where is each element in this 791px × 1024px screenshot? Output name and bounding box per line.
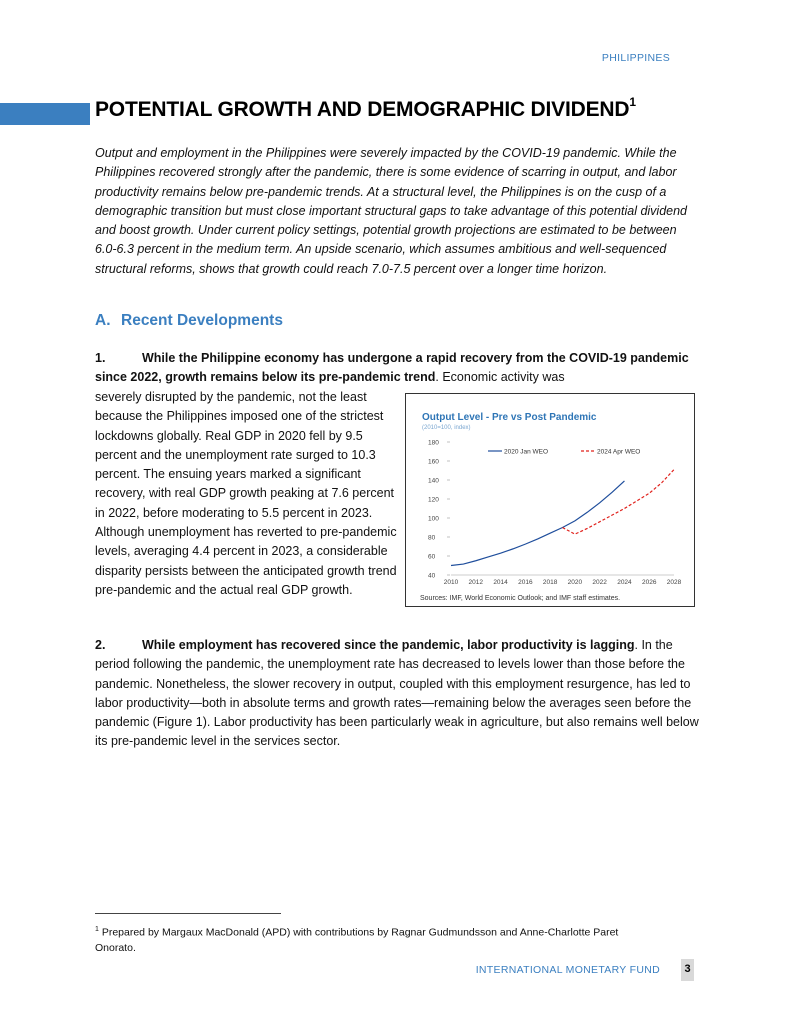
abstract: Output and employment in the Philippines were severely impacted by the COVID-19 pandemic. While the Philippines recovered strongly after the pandemic, there is some evidence of scarring in output, and labor productivity remains below pre-pandemic trends. At a structural level, the Philippines is on the cusp of a demographic transition but must close important structural gaps to take advantage of this potential dividend and boost growth. Under current policy settings, potential growth projections are estimated to be between 6.0-6.3 percent in the medium term. An upside scenario, which assumes ambitious and well-sequenced structural reforms, shows that growth could reach 7.0-7.5 percent over a longer time horizon.: [95, 146, 688, 276]
title-footnote-mark[interactable]: 1: [629, 95, 636, 109]
paragraph-text: Economic activity was: [438, 370, 565, 385]
series-line-1: [451, 481, 624, 566]
figure-source: Sources: IMF, World Economic Outlook; and IMF staff estimates.: [420, 595, 621, 602]
running-head: PHILIPPINES: [601, 52, 670, 64]
footnote-divider: [95, 913, 281, 914]
y-tick-label: 60: [428, 553, 436, 561]
x-tick-label: 2018: [542, 579, 558, 586]
x-tick-label: 2010: [443, 579, 459, 586]
x-tick-label: 2026: [641, 579, 657, 586]
y-tick-label: 180: [428, 439, 439, 447]
paragraph-2: [95, 636, 699, 752]
section-heading: [95, 312, 283, 330]
paragraph-lead-end: .: [435, 370, 439, 385]
y-tick-label: 100: [428, 515, 439, 523]
x-tick-label: 2022: [592, 579, 607, 586]
legend-label-1: 2020 Jan WEO: [504, 448, 549, 456]
paragraph-lead: While employment has recovered since the pandemic, labor productivity is lagging: [142, 638, 635, 652]
figure-subtitle: (2010=100, index): [422, 425, 471, 431]
x-tick-label: 2020: [567, 579, 583, 586]
output-level-chart: [406, 394, 694, 606]
footnote-text: Prepared by Margaux MacDonald (APD) with contributions by Ragnar Gudmundsson and Anne-Charlotte Paret Onorato.: [95, 926, 619, 954]
legend-label-2: 2024 Apr WEO: [597, 448, 641, 456]
paragraph-text: In the period following the pandemic, the unemployment rate has decreased to levels lower than those before the pandemic. Nonetheless, the slower recovery in output, coupled with this employment resurgence, has led to labor productivity—both in absolute terms and growth rates—remaining below the averages seen before the pandemic (Figure 1). Labor productivity has been particularly weak in agriculture, but also remains well below its pre-pandemic level in the services sector.: [95, 638, 699, 749]
y-tick-label: 140: [428, 477, 439, 485]
page-title: [95, 97, 636, 122]
y-tick-label: 80: [428, 534, 436, 542]
paragraph-lead-end: .: [634, 638, 638, 652]
section-title: Recent Developments: [121, 312, 283, 329]
x-tick-label: 2024: [617, 579, 632, 586]
section-letter: A.: [95, 312, 111, 329]
footnote: [95, 922, 655, 957]
paragraph-1-body: severely disrupted by the pandemic, not the least because the Philippines imposed one of the strictest lockdowns globally. Real GDP in 2020 fell by 9.5 percent and the unemployment rate surged to 10.3 percent. The ensuing years marked a significant recovery, with real GDP growth peaking at 7.6 percent in 2022, before moderating to 5.5 percent in 2023. Although unemployment has reverted to pre-pandemic levels, averaging 4.4 percent in 2023, a considerable disparity persists between the anticipated growth trend pre-pandemic and the actual real GDP growth.: [95, 390, 397, 597]
x-tick-label: 2014: [493, 579, 508, 586]
x-tick-label: 2012: [468, 579, 484, 586]
paragraph-lead: While the Philippine economy has undergone a rapid recovery from the COVID-19 pandemic since 2022, growth remains below its pre-pandemic trend: [95, 351, 689, 385]
page-title-text: POTENTIAL GROWTH AND DEMOGRAPHIC DIVIDEND: [95, 98, 630, 121]
x-tick-label: 2028: [666, 579, 682, 586]
y-tick-label: 160: [428, 458, 439, 466]
paragraph-number: 1.: [95, 351, 106, 365]
paragraph-1-intro: [95, 349, 699, 388]
title-accent-bar: [0, 103, 90, 125]
page-number: 3: [681, 959, 694, 981]
series-line-2: [563, 470, 675, 535]
y-tick-label: 120: [428, 496, 439, 504]
paragraph-number: 2.: [95, 638, 106, 652]
y-tick-label: 40: [428, 572, 436, 580]
figure-title: Output Level - Pre vs Post Pandemic: [422, 412, 597, 423]
figure-output-level: [405, 393, 695, 607]
footnote-mark: 1: [95, 926, 99, 933]
x-tick-label: 2016: [518, 579, 533, 586]
footer-organization: INTERNATIONAL MONETARY FUND: [475, 964, 660, 976]
